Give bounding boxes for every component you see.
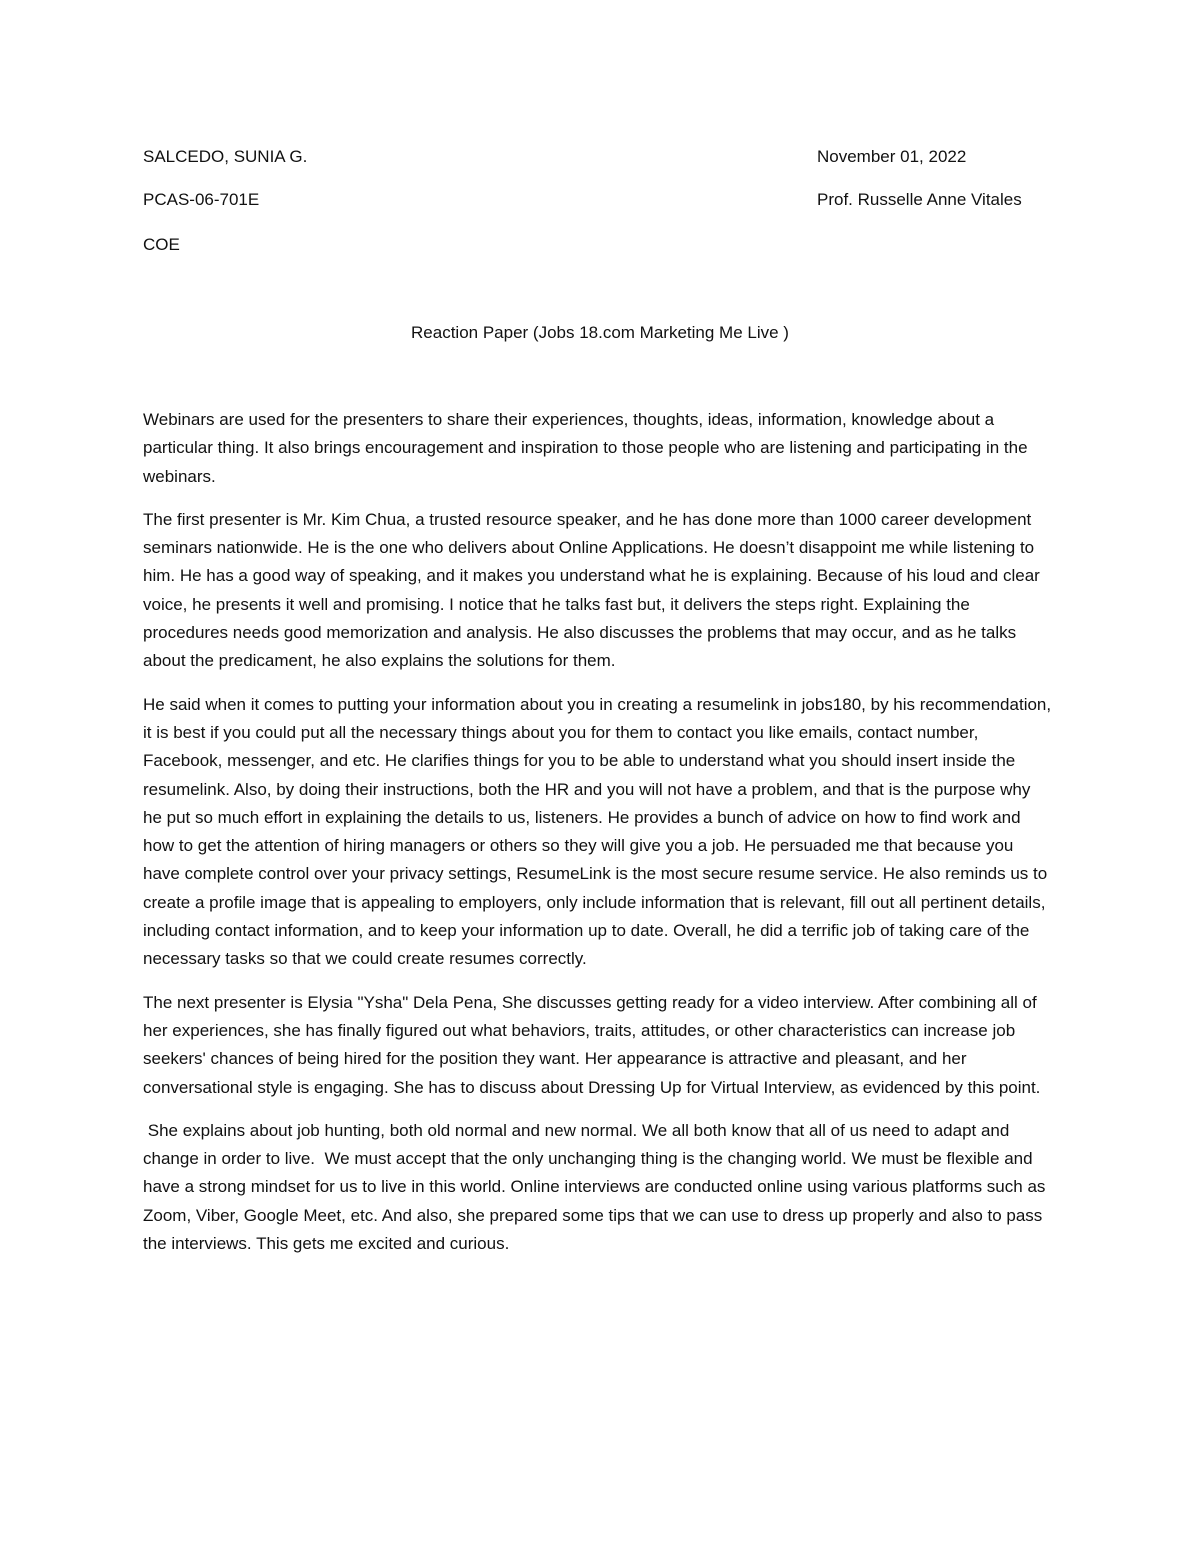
student-name: SALCEDO, SUNIA G. (143, 147, 308, 166)
paper-title: Reaction Paper (Jobs 18.com Marketing Me Live ) (411, 323, 789, 342)
paragraph-2: The first presenter is Mr. Kim Chua, a trusted resource speaker, and he has done more than 1000 career development seminars nationwide. He is the one who delivers about Online Applications. He doesn’t disappoint me while listening to him. He has a good way of speaking, and it makes you understand what he is explaining. Because of his loud and clear voice, he presents it well and promising. I notice that he talks fast but, it delivers the steps right. Explaining the procedures needs good memorization and analysis. He also discusses the problems that may occur, and as he talks about the predicament, he also explains the solutions for them. (143, 509, 1045, 671)
professor-name: Prof. Russelle Anne Vitales (817, 190, 1022, 209)
paragraph-5: She explains about job hunting, both old normal and new normal. We all both know that all of us need to adapt and change in order to live. We must accept that the only unchanging thing is the changing world. We must be flexible and have a strong mindset for us to live in this world. Online interviews are conducted online using various platforms such as Zoom, Viber, Google Meet, etc. And also, she prepared some tips that we can use to dress up properly and also to pass the interviews. This gets me excited and curious. (143, 1120, 1051, 1254)
document-date: November 01, 2022 (817, 147, 967, 166)
department: COE (143, 235, 180, 254)
section-code: PCAS-06-701E (143, 190, 260, 209)
paragraph-3: He said when it comes to putting your information about you in creating a resumelink in jobs180, by his recommendation, it is best if you could put all the necessary things about you for them to contact you like emails, contact number, Facebook, messenger, and etc. He clarifies things for you to be able to understand what you should insert inside the resumelink. Also, by doing their instructions, both the HR and you will not have a problem, and that is the purpose why he put so much effort in explaining the details to us, listeners. He provides a bunch of advice on how to find work and how to get the attention of hiring managers or others so they will give you a job. He persuaded me that because you have complete control over your privacy settings, ResumeLink is the most secure resume service. He also reminds us to create a profile image that is appealing to employers, only include information that is relevant, fill out all pertinent details, including contact information, and to keep your information up to date. Overall, he did a terrific job of taking care of the necessary tasks so that we could create resumes correctly. (143, 694, 1056, 969)
paper-body (143, 406, 1056, 1273)
paragraph-4: The next presenter is Elysia "Ysha" Dela Pena, She discusses getting ready for a video interview. After combining all of her experiences, she has finally figured out what behaviors, traits, attitudes, or other characteristics can increase job seekers' chances of being hired for the position they want. Her appearance is attractive and pleasant, and her conversational style is engaging. She has to discuss about Dressing Up for Virtual Interview, as evidenced by this point. (143, 992, 1042, 1097)
paragraph-1: Webinars are used for the presenters to share their experiences, thoughts, ideas, information, knowledge about a particular thing. It also brings encouragement and inspiration to those people who are listening and participating in the webinars. (143, 410, 1033, 486)
